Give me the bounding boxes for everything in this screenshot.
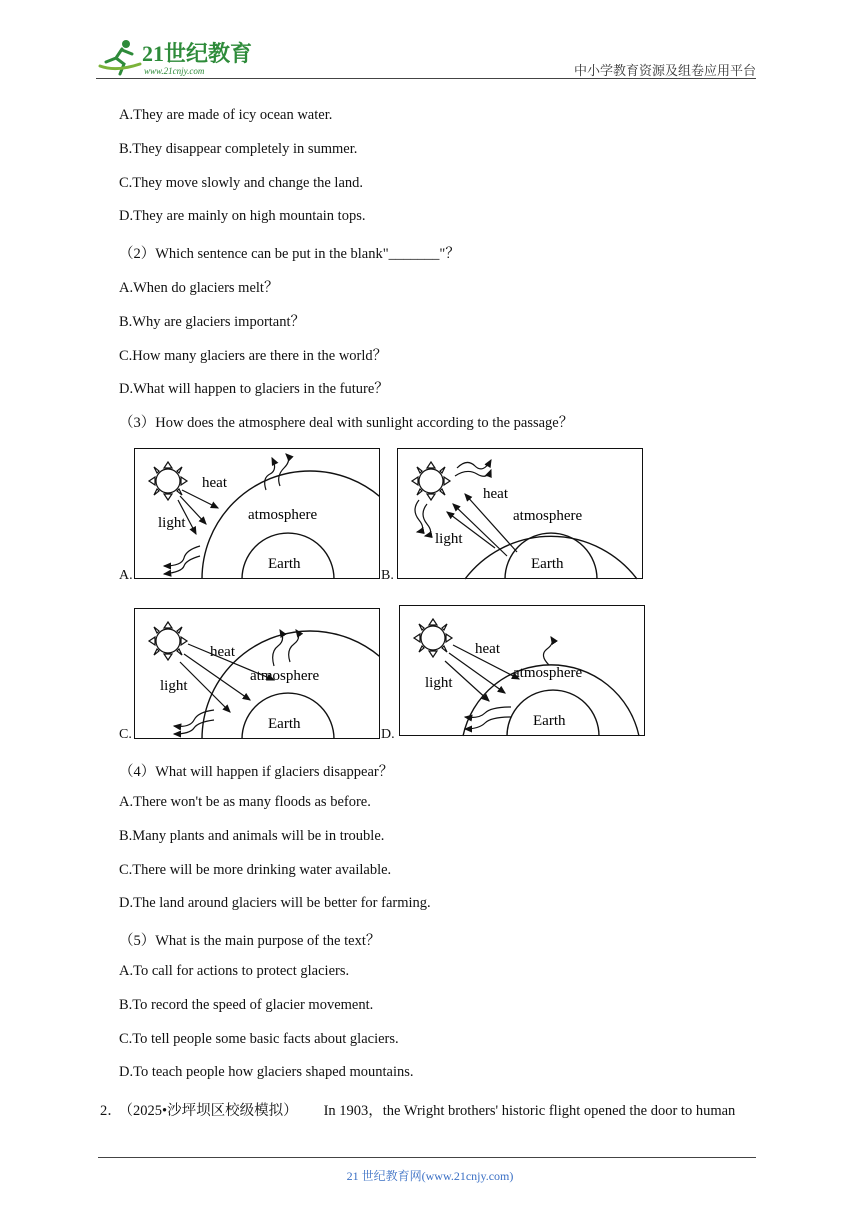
q4-option-c: C.There will be more drinking water available.: [119, 862, 392, 878]
q5-option-b: B.To record the speed of glacier movement.: [119, 997, 374, 1013]
svg-text:heat: heat: [475, 641, 500, 657]
q5-option-d: D.To teach people how glaciers shaped mountains.: [119, 1064, 414, 1080]
svg-text:Earth: Earth: [531, 556, 564, 572]
footer-link[interactable]: 21 世纪教育网(www.21cnjy.com): [346, 1169, 514, 1183]
q2-stem: （2）Which sentence can be put in the blank"_______"？: [119, 246, 460, 262]
svg-text:atmosphere: atmosphere: [248, 507, 318, 523]
svg-text:atmosphere: atmosphere: [513, 508, 583, 524]
q4-option-a: A.There won't be as many floods as before.: [119, 794, 371, 810]
q1-option-b: B.They disappear completely in summer.: [119, 141, 358, 157]
diagram-c: [134, 608, 380, 740]
q2-option-c: C.How many glaciers are there in the world？: [119, 348, 388, 364]
logo-url-text: www.21cnjy.com: [144, 66, 205, 76]
svg-text:light: light: [160, 678, 188, 694]
next-question-text: In 1903，the Wright brothers' historic flight opened the door to human: [323, 1103, 736, 1119]
svg-text:light: light: [425, 675, 453, 691]
logo-main-text: 21世纪教育: [142, 41, 253, 66]
q2-option-a: A.When do glaciers melt？: [119, 280, 279, 296]
q2-option-b: B.Why are glaciers important？: [119, 314, 306, 330]
svg-text:light: light: [435, 531, 463, 547]
diagram-d: [399, 605, 645, 737]
svg-text:heat: heat: [483, 486, 508, 502]
q1-option-a: A.They are made of icy ocean water.: [119, 107, 333, 123]
next-question-source: （2025•沙坪坝区校级模拟）: [125, 1103, 298, 1119]
q4-stem: （4）What will happen if glaciers disappear？: [119, 764, 394, 780]
next-question-number: 2．: [100, 1103, 122, 1119]
figure-d-label: D.: [381, 727, 395, 742]
figure-b-label: B.: [381, 568, 394, 583]
figure-a-label: A.: [119, 568, 133, 583]
svg-text:heat: heat: [210, 644, 235, 660]
figure-c-label: C.: [119, 727, 132, 742]
svg-text:Earth: Earth: [533, 713, 566, 729]
q4-option-b: B.Many plants and animals will be in trouble.: [119, 828, 385, 844]
q4-option-d: D.The land around glaciers will be better for farming.: [119, 895, 431, 911]
svg-text:atmosphere: atmosphere: [250, 668, 320, 684]
q5-option-c: C.To tell people some basic facts about glaciers.: [119, 1031, 399, 1047]
svg-text:Earth: Earth: [268, 716, 301, 732]
svg-text:heat: heat: [202, 475, 227, 491]
q3-stem: （3）How does the atmosphere deal with sunlight according to the passage？: [119, 415, 574, 431]
svg-text:light: light: [158, 515, 186, 531]
next-question: [100, 1099, 735, 1120]
footer-divider: [98, 1157, 756, 1158]
platform-title: 中小学教育资源及组卷应用平台: [573, 64, 756, 79]
q5-option-a: A.To call for actions to protect glaciers.: [119, 963, 350, 979]
q1-option-d: D.They are mainly on high mountain tops.: [119, 208, 366, 224]
site-logo: [96, 36, 256, 78]
svg-text:Earth: Earth: [268, 556, 301, 572]
q1-option-c: C.They move slowly and change the land.: [119, 175, 364, 191]
runner-icon: [100, 40, 140, 74]
header-divider: [96, 78, 756, 79]
diagram-b: [397, 448, 643, 580]
q2-option-d: D.What will happen to glaciers in the future？: [119, 381, 389, 397]
diagram-a: [134, 448, 380, 580]
q5-stem: （5）What is the main purpose of the text？: [119, 933, 381, 949]
svg-text:atmosphere: atmosphere: [513, 665, 583, 681]
